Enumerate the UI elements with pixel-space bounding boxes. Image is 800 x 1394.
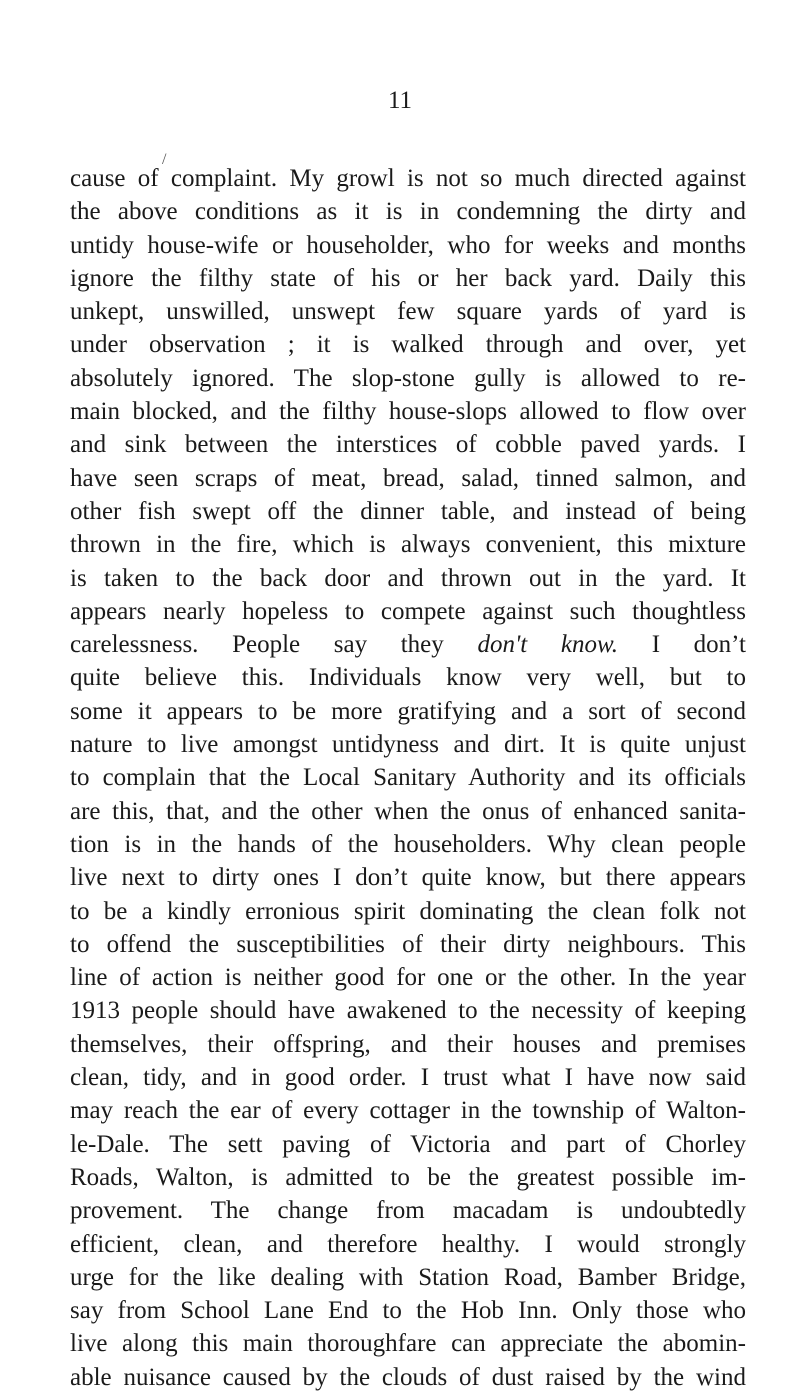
text-segment: untidy house-wife or householder, who for weeks and months [70, 231, 746, 259]
text-segment: cause of complaint. My growl is not so much directed against [70, 165, 746, 192]
text-line [70, 562, 746, 595]
text-line [70, 861, 746, 894]
text-segment: the above conditions as it is in condemning the dirty and [70, 198, 746, 226]
text-line [70, 1327, 746, 1360]
text-line [70, 795, 746, 828]
text-line [70, 1194, 746, 1227]
stray-mark: / [162, 151, 167, 168]
text-line [70, 1228, 746, 1261]
text-segment: quite believe this. Individuals know very well, but to [70, 664, 746, 692]
text-line [70, 262, 746, 295]
text-line [70, 661, 746, 694]
text-segment: provement. The change from macadam is undoubtedly [70, 1197, 746, 1225]
text-line [70, 1028, 746, 1061]
text-segment: unkept, unswilled, unswept few square yards of yard is [70, 298, 746, 326]
text-line [70, 1161, 746, 1194]
text-line [70, 528, 746, 561]
text-line [70, 1261, 746, 1294]
text-segment: efficient, clean, and therefore healthy. I would strongly [70, 1230, 746, 1258]
text-line [70, 828, 746, 861]
text-line [70, 1128, 746, 1161]
text-line [70, 994, 746, 1027]
text-line [70, 628, 746, 661]
italic-segment: don't know. [477, 631, 619, 659]
text-segment: absolutely ignored. The slop-stone gully is allowed to re- [70, 364, 746, 392]
text-line [70, 961, 746, 994]
text-segment: able nuisance caused by the clouds of dust raised by the wind [70, 1363, 746, 1391]
text-line [70, 1061, 746, 1094]
text-segment: carelessness. People say they [70, 631, 478, 659]
text-line [70, 695, 746, 728]
text-line [70, 428, 746, 461]
text-segment: main blocked, and the filthy house-slops allowed to flow over [70, 398, 746, 426]
text-segment: Roads, Walton, is admitted to be the greatest possible im- [70, 1163, 746, 1191]
text-line [70, 728, 746, 761]
text-line [70, 295, 746, 328]
body-text [70, 162, 746, 1394]
text-segment: ignore the filthy state of his or her back yard. Daily this [70, 264, 746, 292]
text-line [70, 1294, 746, 1327]
text-line [70, 1361, 746, 1394]
text-line [70, 462, 746, 495]
text-line [70, 229, 746, 262]
text-segment: and sink between the interstices of cobble paved yards. I [70, 431, 746, 459]
text-segment: may reach the ear of every cottager in the township of Walton- [70, 1097, 746, 1125]
text-segment: have seen scraps of meat, bread, salad, tinned salmon, and [70, 464, 746, 492]
text-line [70, 895, 746, 928]
text-line [70, 362, 746, 395]
text-segment: themselves, their offspring, and their houses and premises [70, 1030, 746, 1058]
text-line [70, 195, 746, 228]
text-segment: other fish swept off the dinner table, and instead of being [70, 497, 746, 525]
text-segment: are this, that, and the other when the onus of enhanced sanita- [70, 797, 746, 825]
text-segment: tion is in the hands of the householders. Why clean people [70, 830, 746, 858]
text-segment: live along this main thoroughfare can appreciate the abomin- [70, 1330, 746, 1358]
text-line [70, 1094, 746, 1127]
text-line [70, 928, 746, 961]
text-segment: to complain that the Local Sanitary Authority and its officials [70, 764, 746, 792]
text-segment: nature to live amongst untidyness and dirt. It is quite unjust [70, 731, 746, 759]
text-segment: under observation ; it is walked through and over, yet [70, 331, 746, 359]
text-segment: live next to dirty ones I don’t quite know, but there appears [70, 864, 746, 892]
text-segment: appears nearly hopeless to compete against such thoughtless [70, 597, 746, 625]
text-segment: line of action is neither good for one or the other. In the year [70, 964, 746, 992]
text-line [70, 595, 746, 628]
text-segment: thrown in the fire, which is always convenient, this mixture [70, 531, 746, 559]
text-line [70, 162, 746, 195]
text-segment: some it appears to be more gratifying and a sort of second [70, 697, 746, 725]
page-number: 11 [387, 87, 413, 114]
text-segment: say from School Lane End to the Hob Inn. Only those who [70, 1297, 746, 1325]
text-segment: 1913 people should have awakened to the necessity of keeping [70, 997, 746, 1025]
text-segment: le-Dale. The sett paving of Victoria and part of Chorley [70, 1130, 746, 1158]
text-line [70, 761, 746, 794]
text-line [70, 395, 746, 428]
text-segment: to be a kindly erronious spirit dominating the clean folk not [70, 897, 746, 925]
text-segment: clean, tidy, and in good order. I trust what I have now said [70, 1064, 746, 1092]
text-segment: to offend the susceptibilities of their dirty neighbours. This [70, 930, 746, 958]
text-line [70, 328, 746, 361]
text-line [70, 495, 746, 528]
text-segment: I don’t [618, 631, 746, 659]
text-segment: is taken to the back door and thrown out in the yard. It [70, 564, 746, 592]
text-segment: urge for the like dealing with Station Road, Bamber Bridge, [70, 1263, 746, 1291]
